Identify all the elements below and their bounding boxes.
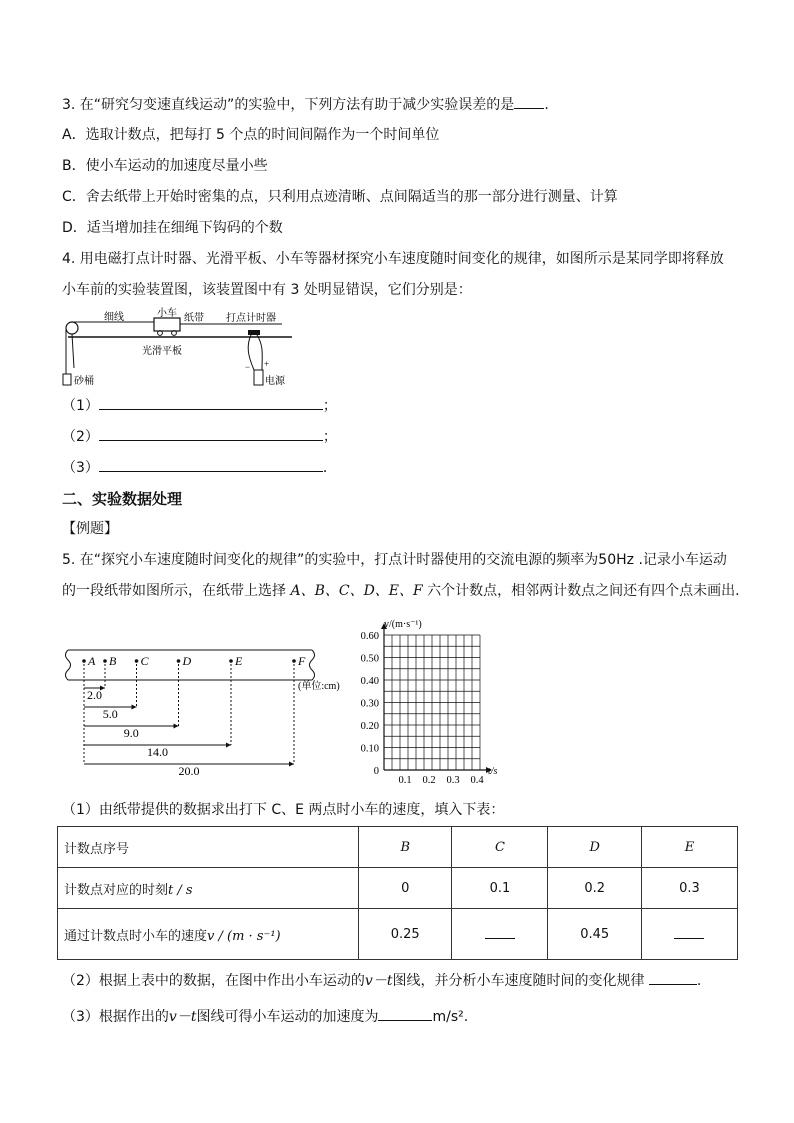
grid-y-tick: 0.40 [360,676,379,687]
tape-point-e: E [235,654,243,668]
tape-distance-label: 14.0 [147,745,168,759]
table-row-time [58,868,738,909]
q4-stem-line1: 4. 用电磁打点计时器、光滑平板、小车等器材探究小车速度随时间变化的规律，如图所示是某同学即将释放 [62,251,724,267]
q5-sub2: （2）根据上表中的数据，在图中作出小车运动的v－t图线，并分析小车速度随时间的变化规律 . [62,970,701,991]
q3-option-b: B．使小车运动的加速度尽量小些 [62,158,268,174]
apparatus-figure [62,306,292,390]
label-string: 细线 [104,312,124,323]
q5-sub1: （1）由纸带提供的数据求出打下 C、E 两点时小车的速度，填入下表： [62,802,505,818]
table-time-d: 0.2 [548,868,641,909]
q3-stem: 3. 在“研究匀变速直线运动”的实验中，下列方法有助于减少实验误差的是 . [62,94,549,115]
velocity-c-blank[interactable] [485,926,515,939]
q4-blank-1: （1） ； [62,395,337,416]
q3-option-a: A．选取计数点，把每打 5 个点的时间间隔作为一个时间单位 [62,127,440,143]
grid-y-tick: 0.60 [360,631,379,642]
table-point-e: E [641,827,737,868]
tape-distance-label: 5.0 [102,707,118,721]
section-title: 二、实验数据处理 [62,490,183,508]
example-tag: 【例题】 [62,521,118,537]
q5-sub3-blank[interactable] [378,1006,432,1021]
grid-y-tick: 0.10 [360,743,379,755]
q4-answer-1[interactable] [99,395,323,410]
vt-grid-figure [346,616,516,786]
grid-y-tick: 0.20 [360,721,379,732]
grid-x-tick: 0.1 [398,775,412,786]
grid-x-tick: 0.2 [422,775,436,786]
velocity-e-blank[interactable] [674,926,704,939]
label-power: 电源 [265,376,285,387]
q3-option-c: C．舍去纸带上开始时密集的点，只利用点迹清晰、点间隔适当的那一部分进行测量、计算 [62,189,618,205]
table-point-d: D [548,827,641,868]
label-cart: 小车 [157,308,177,319]
grid-y-tick: 0.30 [360,698,379,710]
tape-arrow [174,724,179,729]
q5-sub3: （3）根据作出的v－t图线可得小车运动的加速度为 m/s². [62,1006,468,1027]
tape-point-a: A [88,654,96,668]
table-velocity-b: 0.25 [359,909,452,960]
tape-dot-a [82,659,86,663]
table-row-header [58,827,738,868]
grid-x-tick: 0.4 [470,775,484,786]
tape-dot-f [292,659,296,663]
label-bucket: 砂桶 [74,376,94,387]
table-time-label: 计数点对应的时刻t / s [58,868,359,909]
grid-y-tick: 0.50 [360,653,379,665]
tape-point-c: C [140,654,149,668]
grid-y-label: v/(m·s⁻¹) [384,619,422,630]
tape-point-f: F [298,654,306,668]
table-velocity-d: 0.45 [548,909,641,960]
table-time-e: 0.3 [641,868,737,909]
q4-stem-line2: 小车前的实验装置图，该装置图中有 3 处明显错误，它们分别是： [62,282,472,298]
tape-distance-label: 20.0 [178,764,200,778]
tape-arrow [132,705,137,710]
table-header-label: 计数点序号 [58,827,359,868]
grid-y-tick: 0 [373,766,379,777]
table-point-c: C [452,827,548,868]
q3-answer-blank[interactable] [514,94,544,109]
grid-x-tick: 0.3 [446,775,460,786]
tape-point-b: B [109,654,117,668]
table-velocity-c[interactable] [452,909,548,960]
table-time-b: 0 [359,868,452,909]
label-board: 光滑平板 [142,346,182,357]
tape-unit: (单位:cm) [298,681,340,692]
q4-answer-2[interactable] [99,426,323,441]
table-velocity-label: 通过计数点时小车的速度v / (m · s⁻¹) [58,909,359,960]
q5-stem-line1: 5. 在“探究小车速度随时间变化的规律”的实验中，打点计时器使用的交流电源的频率为50Hz .记录小车运动 [62,552,727,568]
q5-stem-line2: 的一段纸带如图所示，在纸带上选择 A、B、C、D、E、F 六个计数点，相邻两计数点之间还有四个点未画出. [62,583,740,599]
q3-option-d: D．适当增加挂在细绳下钩码的个数 [62,220,283,236]
tape-dot-e [229,659,233,663]
table-point-b: B [359,827,452,868]
table-time-c: 0.1 [452,868,548,909]
tape-point-d: D [182,654,192,668]
table-row-velocity [58,909,738,960]
tape-dot-d [177,659,181,663]
tape-dot-c [135,659,139,663]
label-minus: − [245,362,251,372]
label-timer: 打点计时器 [226,313,276,324]
table-velocity-e[interactable] [641,909,737,960]
tape-distance-label: 9.0 [123,726,139,740]
q5-sub2-blank[interactable] [649,970,697,985]
q4-blank-3: （3） ． [62,457,337,478]
q4-blank-2: （2） ； [62,426,337,447]
tape-arrow [226,743,231,748]
label-tape: 纸带 [184,313,204,324]
tape-distance-label: 2.0 [87,688,102,702]
tape-arrow [289,762,294,767]
tape-dot-b [103,659,107,663]
grid-x-label: t/s [488,766,498,777]
paper-tape-figure [62,640,352,778]
label-plus: + [264,359,270,369]
velocity-table [57,826,738,960]
q4-answer-3[interactable] [99,457,323,472]
